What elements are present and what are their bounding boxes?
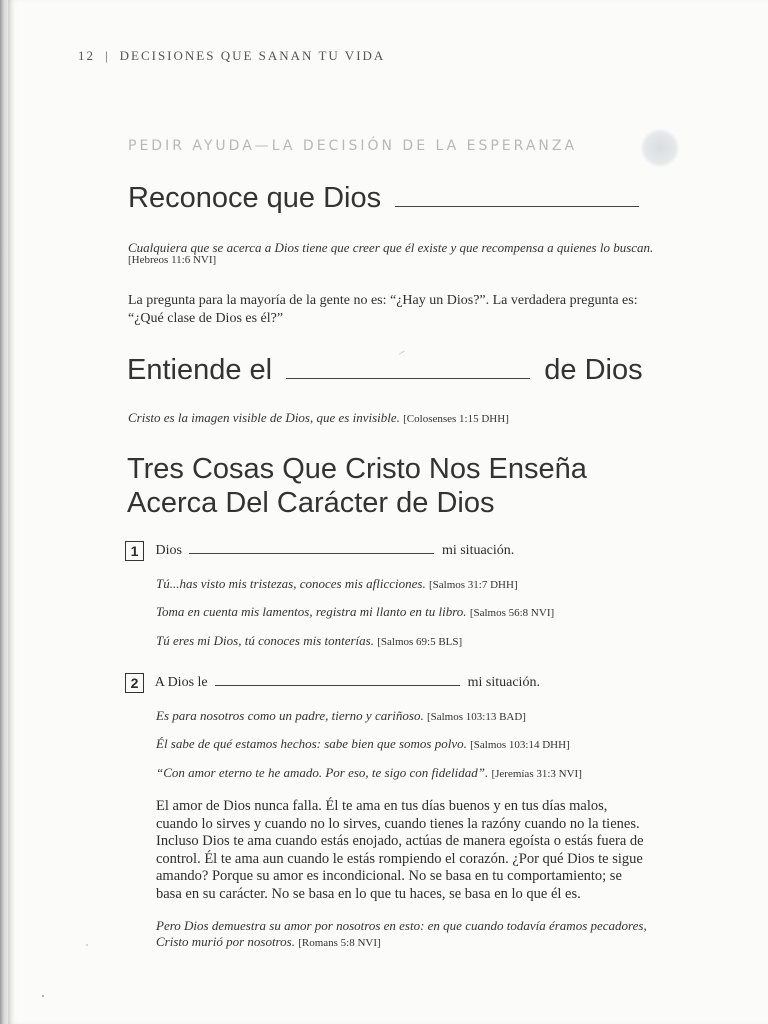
verse-text: Cristo murió por nosotros. [156,934,295,949]
verse-line-2 [156,934,647,951]
paper-speck [42,995,44,997]
paper-speck [86,944,88,946]
heading-tres-cosas [127,452,587,520]
heading-reconoce [128,182,639,215]
section-title: PEDIR AYUDA—LA DECISIÓN DE LA ESPERANZA [128,138,578,154]
verse-salmos-103-14 [156,736,570,752]
paragraph-line: basa en su carácter. No se basa en lo que tu haces, se basa en lo que él es. [156,885,581,902]
verse-romans [156,918,647,951]
paragraph-line: El amor de Dios nunca falla. Él te ama en tus días buenos y en tus días malos, [156,798,608,814]
verse-text: Tú...has visto mis tristezas, conoces mis aflicciones. [156,576,426,591]
book-title: DECISIONES QUE SANAN TU VIDA [119,48,386,63]
verse-line: Pero Dios demuestra su amor por nosotros en esto: en que cuando todavía éramos pecadores, [156,918,647,933]
verse-salmos-31 [156,576,518,592]
paragraph-line: amando? Porque su amor es incondicional. No se basa en tu comportamiento; se [156,868,622,884]
item-after-text: mi situación. [467,675,540,691]
fill-in-blank-2[interactable] [286,378,530,379]
fill-in-blank-1[interactable] [395,206,639,207]
verse-reference: [Colosenses 1:15 DHH] [403,413,509,425]
fill-in-blank-3[interactable] [189,553,434,554]
verse-text: Toma en cuenta mis lamentos, registra mi llanto en tu libro. [156,604,467,619]
verse-salmos-69 [156,633,462,649]
running-header [78,48,385,64]
item-number-box: 2 [125,673,144,693]
paragraph-amor [156,798,644,903]
page-number: 12 [78,48,95,63]
verse-text: Tú eres mi Dios, tú conoces mis tonterías. [156,633,374,648]
verse-text: Es para nosotros como un padre, tierno y cariñoso. [156,708,424,723]
verse-text: Cristo es la imagen visible de Dios, que es invisible. [128,410,400,425]
item-1 [125,541,514,561]
heading-line: Tres Cosas Que Cristo Nos Enseña [127,453,587,485]
verse-reference: [Hebreos 11:6 NVI] [128,254,217,266]
heading-reconoce-text: Reconoce que Dios [128,182,382,214]
verse-jeremias [156,765,582,781]
item-after-text: mi situación. [441,543,515,559]
item-number-box: 1 [125,541,144,561]
verse-reference: [Salmos 69:5 BLS] [377,636,463,648]
fill-in-blank-4[interactable] [215,685,460,686]
item-2 [125,673,540,693]
heading-entiende [127,354,643,387]
heading-entiende-after: de Dios [544,354,643,386]
paragraph-line: cuando lo sirves y cuando no lo sirves, cuando tienes la razóny cuando no la tienes. [156,815,640,832]
item-before-text: Dios [155,543,182,559]
verse-reference: [Salmos 56:8 NVI] [469,607,555,619]
verse-salmos-103-13 [156,708,526,724]
item-before-text: A Dios le [154,675,208,691]
paragraph-pregunta [128,292,638,328]
verse-salmos-56 [156,604,554,620]
verse-text: Cualquiera que se acerca a Dios tiene que creer que él existe y que recompensa a quienes lo buscan. [128,240,654,255]
header-separator: | [105,48,110,63]
flower-ornament-icon [640,128,680,168]
verse-text: “Con amor eterno te he amado. Por eso, te sigo con fidelidad”. [156,765,489,780]
verse-reference: [Jeremías 31:3 NVI] [491,768,582,780]
verse-reference: [Romans 5:8 NVI] [298,937,381,949]
paragraph-line: La pregunta para la mayoría de la gente no es: “¿Hay un Dios?”. La verdadera pregunta es: [128,293,638,308]
verse-reference: [Salmos 103:14 DHH] [470,739,570,751]
paragraph-line: Incluso Dios te ama cuando estás enojado, actúas de manera egoísta o estás fuera de [156,833,644,849]
heading-entiende-before: Entiende el [127,354,273,386]
verse-reference: [Salmos 31:7 DHH] [429,579,518,591]
verse-colosenses [128,410,509,426]
verse-reference: [Salmos 103:13 BAD] [426,711,526,723]
paragraph-line: “¿Qué clase de Dios es él?” [128,311,284,326]
verse-text: Él sabe de qué estamos hechos: sabe bien que somos polvo. [156,736,467,751]
paragraph-line: control. Él te ama aun cuando le estás rompiendo el corazón. ¿Por qué Dios te sigue [156,850,643,867]
heading-line: Acerca Del Carácter de Dios [127,487,495,519]
